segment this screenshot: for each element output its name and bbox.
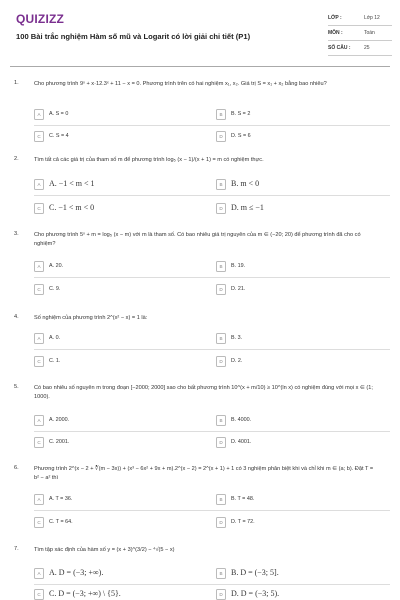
option-letter-box: C xyxy=(34,203,44,214)
option-text: D. D = (−3; 5). xyxy=(231,589,280,598)
meta-row-subject xyxy=(328,27,392,40)
option-text: B. 19. xyxy=(231,263,246,269)
option-letter-box: D xyxy=(216,589,226,600)
option-text: C. 2001. xyxy=(49,439,70,445)
question-number: 6. xyxy=(14,465,19,471)
option-text: A. −1 < m < 1 xyxy=(49,179,95,188)
option-letter-box: A xyxy=(34,494,44,505)
option-text: A. D = (−3; +∞). xyxy=(49,568,104,577)
option-text: B. T = 48. xyxy=(231,496,255,502)
option-letter-box: A xyxy=(34,415,44,426)
question-text: Cho phương trình 9ˣ + x·12.3ˣ + 11 − x = 0. Phương trình trên có hai nghiệm x₁, x₂. Giá trị S = x₁ + x₂ bằng bao nhiêu? xyxy=(34,81,327,87)
question-text: Phương trình 2^(x − 2 + ∛(m − 3x)) + (x³ − 6x² + 9x + m).2^(x − 2) = 2^(x + 1) + 1 có 3 nghiệm phân biệt khi và chỉ khi m ∈ (a; b). Đặt T = b² − a² thì xyxy=(34,466,374,481)
option-divider xyxy=(34,125,390,126)
question-number: 5. xyxy=(14,384,19,390)
meta-value: Toán xyxy=(364,30,375,36)
question-number: 3. xyxy=(14,231,19,237)
question-text: Tìm tập xác định của hàm số y = (x + 3)^(3/2) − ⁴√(5 − x) xyxy=(34,547,175,553)
meta-value: Lớp 12 xyxy=(364,15,380,21)
option-text: A. 2000. xyxy=(49,417,70,423)
question-text: Cho phương trình 5ˣ + m = log₅ (x − m) với m là tham số. Có bao nhiêu giá trị nguyên của m ∈ (−20; 20) để phương trình đã cho có nghiệm? xyxy=(34,232,361,247)
option-text: A. S = 0 xyxy=(49,111,69,117)
option-letter-box: D xyxy=(216,356,226,367)
option-letter-box: B xyxy=(216,494,226,505)
question-number: 1. xyxy=(14,80,19,86)
option-text: B. 4000. xyxy=(231,417,252,423)
question-number: 7. xyxy=(14,546,19,552)
meta-key: SỐ CÂU : xyxy=(328,45,351,51)
option-letter-box: D xyxy=(216,437,226,448)
option-divider xyxy=(34,584,390,585)
option-divider xyxy=(34,349,390,350)
option-text: C. D = (−3; +∞) \ {5}. xyxy=(49,589,121,598)
header-divider xyxy=(10,66,390,67)
meta-divider xyxy=(328,25,392,26)
option-divider xyxy=(34,195,390,196)
option-letter-box: A xyxy=(34,179,44,190)
option-text: D. 2. xyxy=(231,358,243,364)
meta-key: MÔN : xyxy=(328,30,343,36)
option-letter-box: B xyxy=(216,261,226,272)
option-text: D. 4001. xyxy=(231,439,252,445)
option-text: D. m ≤ −1 xyxy=(231,203,264,212)
question-text: Có bao nhiêu số nguyên m trong đoạn [−2000; 2000] sao cho bất phương trình 10^(x + m/10) ≥ 10^(ln x) có nghiệm đúng với mọi x ∈ (1; 1000). xyxy=(34,385,373,400)
option-letter-box: A xyxy=(34,261,44,272)
meta-key: LỚP : xyxy=(328,15,342,21)
option-letter-box: C xyxy=(34,517,44,528)
option-text: C. 9. xyxy=(49,286,61,292)
option-text: A. 20. xyxy=(49,263,64,269)
option-text: D. S = 6 xyxy=(231,133,251,139)
option-letter-box: D xyxy=(216,284,226,295)
option-text: D. T = 72. xyxy=(231,519,255,525)
option-divider xyxy=(34,277,390,278)
option-letter-box: B xyxy=(216,415,226,426)
option-text: C. 1. xyxy=(49,358,61,364)
option-text: B. 3. xyxy=(231,335,243,341)
option-text: C. S = 4 xyxy=(49,133,69,139)
option-letter-box: C xyxy=(34,284,44,295)
option-text: B. m < 0 xyxy=(231,179,260,188)
option-letter-box: C xyxy=(34,589,44,600)
option-letter-box: C xyxy=(34,131,44,142)
option-letter-box: A xyxy=(34,568,44,579)
meta-divider xyxy=(328,55,392,56)
meta-row-class xyxy=(328,12,392,25)
option-text: D. 21. xyxy=(231,286,246,292)
option-letter-box: B xyxy=(216,333,226,344)
option-letter-box: C xyxy=(34,437,44,448)
question-text: Số nghiệm của phương trình 2^(x² − x) = 1 là: xyxy=(34,315,148,321)
option-letter-box: D xyxy=(216,203,226,214)
question-number: 4. xyxy=(14,314,19,320)
option-divider xyxy=(34,431,390,432)
option-text: C. T = 64. xyxy=(49,519,73,525)
meta-row-count xyxy=(328,42,392,55)
option-text: B. S = 2 xyxy=(231,111,251,117)
option-letter-box: D xyxy=(216,131,226,142)
option-letter-box: B xyxy=(216,179,226,190)
option-text: B. D = (−3; 5]. xyxy=(231,568,279,577)
option-letter-box: C xyxy=(34,356,44,367)
option-letter-box: A xyxy=(34,109,44,120)
option-text: A. 0. xyxy=(49,335,61,341)
option-text: A. T = 36. xyxy=(49,496,73,502)
option-divider xyxy=(34,510,390,511)
meta-divider xyxy=(328,40,392,41)
document-title: 100 Bài trắc nghiệm Hàm số mũ và Logarit có lời giải chi tiết (P1) xyxy=(16,32,251,41)
question-text: Tìm tất cả các giá trị của tham số m để phương trình log₅ (x − 1)/(x + 1) = m có nghiệm thực. xyxy=(34,157,264,163)
option-letter-box: B xyxy=(216,568,226,579)
question-number: 2. xyxy=(14,156,19,162)
meta-value: 25 xyxy=(364,45,370,51)
worksheet-header xyxy=(0,0,400,62)
option-letter-box: A xyxy=(34,333,44,344)
option-letter-box: D xyxy=(216,517,226,528)
quizizz-logo: QUIZIZZ xyxy=(16,12,65,26)
option-text: C. −1 < m < 0 xyxy=(49,203,95,212)
option-letter-box: B xyxy=(216,109,226,120)
